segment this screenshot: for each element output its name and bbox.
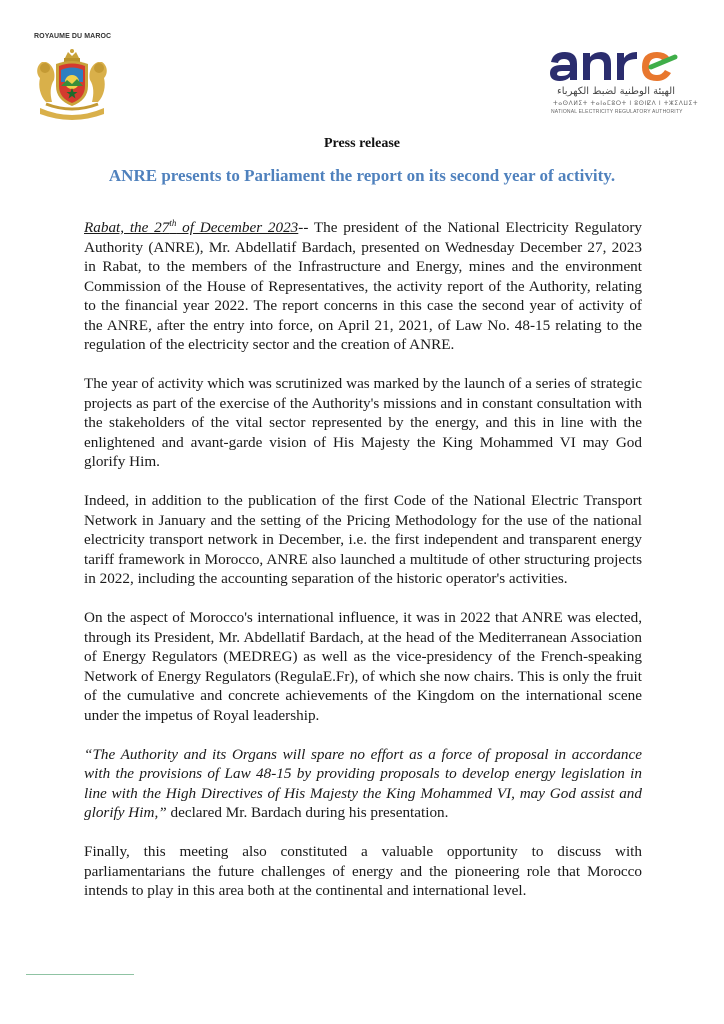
paragraph-quote [84, 745, 642, 823]
president-quote: “The Authority and its Organs will spare no effort as a force of proposal in accordance with the provisions of Law 48-15 by providing proposals to develop energy legislation in line with the High Directives of His Majesty the King Mohammed VI, may God assist and glorify Him,” [84, 745, 642, 821]
press-release-body [84, 218, 642, 920]
anre-arabic-name: الهيئة الوطنية لضبط الكهرباء [557, 86, 675, 97]
paragraph-intro: Rabat, the 27th of December 2023-- The president of the National Electricity Regulatory Authority (ANRE), Mr. Abdellatif Bardach, presented on Wednesday December 27, 2023 in Rabat, to the members of the Infrastructure and Energy, mines and the environment Commission of the House of Representatives, the activity report of the Authority, relating to the financial year 2022. The report concerns in this case the second year of activity of the ANRE, after the entry into force, on April 21, 2021, of Law No. 48-15 relating to the regulation of the electricity sector and the creation of ANRE. [84, 217, 643, 353]
dateline: Rabat, the 27th of December 2023 [84, 217, 299, 236]
document-type-label: Press release [323, 136, 401, 151]
quote-attribution: declared Mr. Bardach during his presentation. [166, 804, 449, 821]
anre-logo [547, 40, 699, 122]
anre-english-name: NATIONAL ELECTRICITY REGULATORY AUTHORITY [551, 109, 683, 115]
press-release-title: ANRE presents to Parliament the report on its second year of activity. [108, 166, 616, 185]
footnote-separator [26, 974, 134, 975]
paragraph-strategic-projects: The year of activity which was scrutinized was marked by the launch of a series of strategic projects as part of the exercise of the Authority's missions and in constant consultation with the stakeholders of the vital sector represented by the energy, and this in line with the enlightened and avant-garde vision of His Majesty the King Mohammed VI may God glorify Him. [84, 375, 642, 470]
anre-wordmark-icon [547, 40, 687, 86]
paragraph-international-influence: On the aspect of Morocco's international influence, it was in 2022 that ANRE was elected, through its President, Mr. Abdellatif Bardach, at the head of the Mediterranean Association of Energy Regulators (MEDREG) as well as the vice-presidency of the French-speaking Network of Energy Regulators (RegulaE.Fr), of which she now chairs. This is only the fruit of the cumulative and concrete achievements of the Kingdom on the international scene under the impetus of Royal leadership. [84, 609, 642, 724]
letterhead [0, 0, 724, 130]
paragraph-achievements: Indeed, in addition to the publication of the first Code of the National Electric Transport Network in January and the setting of the Pricing Methodology for the use of the national electricity transport network in December, i.e. the first independent and transparent energy tariff framework in Morocco, ANRE also launched a multitude of other structuring projects in 2022, including the accounting separation of the historic operator's activities. [84, 492, 642, 587]
anre-tifinagh-name: ⵜⴰⵙⴷⵍⵉⵜ ⵜⴰⵏⴰⵎⵓⵔⵜ ⵏ ⵓⵙⵏⵇⴷ ⵏ ⵜⵣⵉⴷⵡⵉⵜ [553, 100, 699, 107]
paragraph-closing: Finally, this meeting also constituted a valuable opportunity to discuss with parliamentarians the future challenges of energy and the pioneering role that Morocco intends to play in this area both at the continental and international level. [84, 843, 642, 899]
kingdom-label: ROYAUME DU MAROC [34, 33, 112, 40]
moroccan-coat-of-arms-icon [32, 48, 112, 124]
